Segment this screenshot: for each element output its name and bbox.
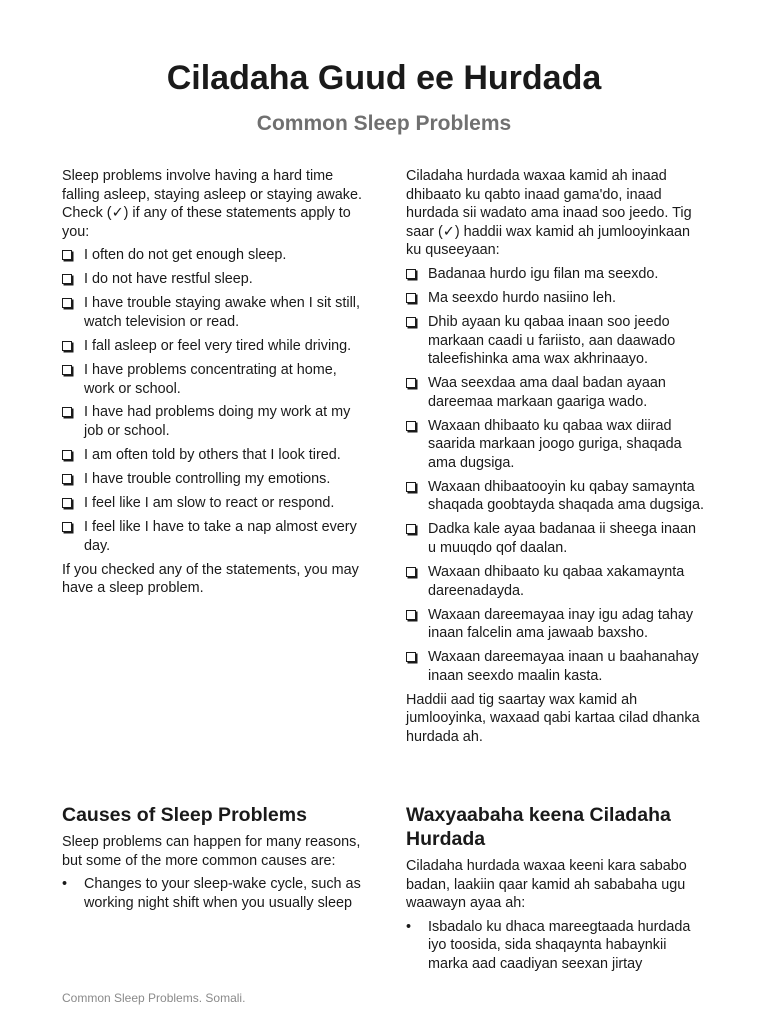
somali-check-item: Waa seexdaa ama daal badan ayaan dareemaa markaan gaariga wado. xyxy=(406,374,706,411)
english-check-item: I am often told by others that I look tired. xyxy=(62,446,362,465)
english-check-item: I feel like I am slow to react or respond. xyxy=(62,494,362,513)
english-checklist xyxy=(62,246,362,555)
checkbox-icon xyxy=(62,341,72,351)
somali-causes-section xyxy=(406,803,706,979)
somali-check-item: Waxaan dhibaatooyin ku qabay samaynta shaqada goobtayda shaqada ama dugsiga. xyxy=(406,478,706,515)
somali-check-item: Waxaan dareemayaa inay igu adag tahay inaan falcelin ama jawaab baxsho. xyxy=(406,606,706,643)
english-check-item: I have trouble controlling my emotions. xyxy=(62,470,362,489)
somali-outro: Haddii aad tig saartay wax kamid ah jumlooyinka, waxaad qabi kartaa cilad dhanka hurdada ah. xyxy=(406,691,700,745)
somali-causes-list xyxy=(406,918,706,974)
english-causes-heading: Causes of Sleep Problems xyxy=(62,804,307,826)
bullet-icon: • xyxy=(62,876,68,893)
checkbox-icon xyxy=(62,450,72,460)
somali-check-item: Dadka kale ayaa badanaa ii sheega inaan u muuqdo qof daalan. xyxy=(406,520,706,557)
checkbox-icon xyxy=(62,407,72,417)
somali-check-item: Badanaa hurdo igu filan ma seexdo. xyxy=(406,265,706,284)
checkbox-icon xyxy=(406,421,416,431)
english-check-item: I have had problems doing my work at my job or school. xyxy=(62,403,362,440)
checkbox-icon xyxy=(62,274,72,284)
english-check-item: I fall asleep or feel very tired while driving. xyxy=(62,337,362,356)
checkbox-icon xyxy=(406,610,416,620)
page-title: Ciladaha Guud ee Hurdada xyxy=(166,59,602,97)
checkbox-icon xyxy=(62,522,72,532)
english-causes-list xyxy=(62,875,362,912)
bullet-icon: • xyxy=(406,918,412,935)
english-check-item: I feel like I have to take a nap almost every day. xyxy=(62,518,362,555)
somali-checklist-section xyxy=(406,167,706,752)
checkbox-icon xyxy=(62,365,72,375)
checkbox-icon xyxy=(406,652,416,662)
english-causes-intro: Sleep problems can happen for many reasons, but some of the more common causes are: xyxy=(62,834,361,869)
checkbox-icon xyxy=(62,498,72,508)
checkbox-icon xyxy=(406,567,416,577)
english-check-item: I do not have restful sleep. xyxy=(62,270,362,289)
somali-checklist xyxy=(406,265,706,685)
somali-causes-heading: Waxyaabaha keena Ciladaha Hurdada xyxy=(406,804,671,850)
somali-check-item: Dhib ayaan ku qabaa inaan soo jeedo markaan caadi u fariisto, aan daawado taleefishinka ama wax akhrinaayo. xyxy=(406,313,706,369)
english-cause-item: • Changes to your sleep-wake cycle, such as working night shift when you usually sleep xyxy=(62,876,361,911)
somali-causes-intro: Ciladaha hurdada waxaa keeni kara sababo badan, laakiin qaar kamid ah sababaha ugu waawayn ayaa ah: xyxy=(406,858,687,912)
checkbox-icon xyxy=(406,482,416,492)
checkbox-icon xyxy=(62,298,72,308)
english-causes-section xyxy=(62,803,362,918)
english-check-item: I have problems concentrating at home, work or school. xyxy=(62,361,362,398)
page-subtitle: Common Sleep Problems xyxy=(256,112,512,135)
english-check-item: I often do not get enough sleep. xyxy=(62,246,362,265)
checkbox-icon xyxy=(406,269,416,279)
somali-intro: Ciladaha hurdada waxaa kamid ah inaad dhibaato ku qabto inaad gama'do, inaad hurdada sii wadato ama inaad soo jeedo. Tig saar (✓) haddii wax kamid ah jumlooyinkaan ku quseeyaan: xyxy=(406,168,692,259)
somali-check-item: Waxaan dareemayaa inaan u baahanahay inaan seexdo maalin kasta. xyxy=(406,648,706,685)
checkbox-icon xyxy=(406,378,416,388)
english-checklist-section xyxy=(62,167,362,603)
checkbox-icon xyxy=(406,293,416,303)
somali-cause-item: • Isbadalo ku dhaca mareegtaada hurdada iyo toosida, sida shaqaynta habaynkii marka aad caadiyan seexan jirtay xyxy=(406,918,691,972)
somali-check-item: Ma seexdo hurdo nasiino leh. xyxy=(406,289,706,308)
english-intro: Sleep problems involve having a hard time falling asleep, staying asleep or staying awake. Check (✓) if any of these statements apply to you: xyxy=(62,168,362,240)
checkbox-icon xyxy=(62,474,72,484)
somali-check-item: Waxaan dhibaato ku qabaa xakamaynta dareenadayda. xyxy=(406,563,706,600)
checkbox-icon xyxy=(406,317,416,327)
page-footer: Common Sleep Problems. Somali. xyxy=(62,991,246,1005)
english-outro: If you checked any of the statements, you may have a sleep problem. xyxy=(62,561,359,597)
checkbox-icon xyxy=(406,524,416,534)
checkbox-icon xyxy=(62,250,72,260)
english-check-item: I have trouble staying awake when I sit still, watch television or read. xyxy=(62,294,362,331)
somali-check-item: Waxaan dhibaato ku qabaa wax diirad saarida markaan joogo guriga, shaqada ama dugsiga. xyxy=(406,417,706,473)
